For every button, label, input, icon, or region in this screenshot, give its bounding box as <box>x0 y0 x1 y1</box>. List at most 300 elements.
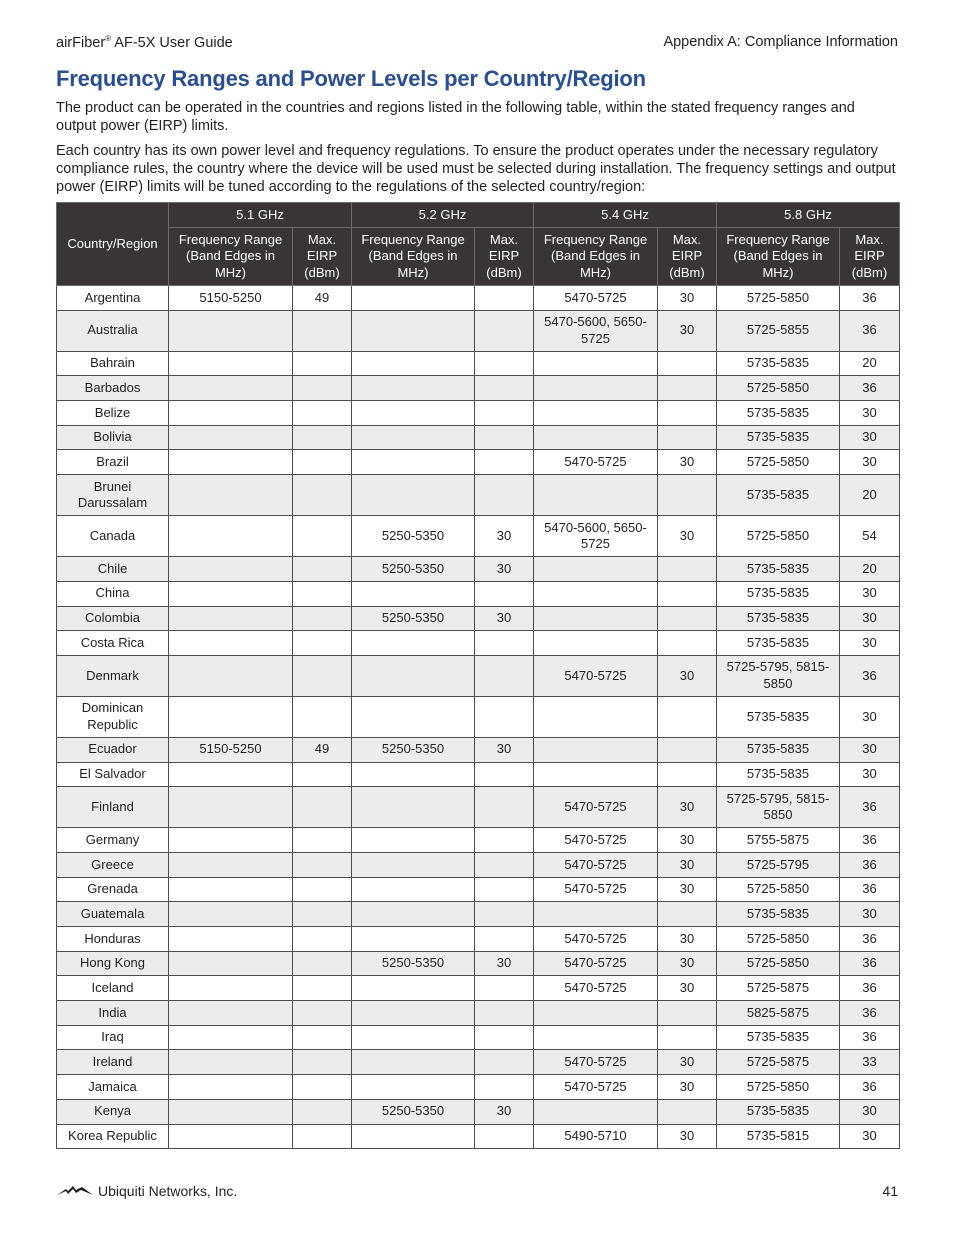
band-header-5-4: 5.4 GHz <box>534 203 717 228</box>
freq-5-2-cell: 5250-5350 <box>352 1099 475 1124</box>
country-cell: Canada <box>57 516 169 557</box>
country-cell: Korea Republic <box>57 1124 169 1149</box>
eirp-5-8-cell: 30 <box>840 450 900 475</box>
country-region-header: Country/Region <box>57 203 169 286</box>
freq-5-8-cell: 5725-5850 <box>717 516 840 557</box>
table-row <box>57 516 900 557</box>
eirp-5-8-cell: 20 <box>840 557 900 582</box>
eirp-5-1-cell <box>293 1001 352 1026</box>
eirp-5-2-cell <box>475 401 534 426</box>
freq-5-8-cell: 5725-5795, 5815-5850 <box>717 655 840 696</box>
table-row <box>57 1001 900 1026</box>
freq-5-8-cell: 5735-5835 <box>717 475 840 516</box>
freq-5-1-cell <box>169 1124 293 1149</box>
table-row <box>57 425 900 450</box>
freq-5-4-cell: 5470-5725 <box>534 927 658 952</box>
footer-company <box>56 1183 237 1199</box>
freq-5-8-cell: 5725-5850 <box>717 450 840 475</box>
eirp-5-2-cell <box>475 787 534 828</box>
eirp-5-2-cell <box>475 1075 534 1100</box>
country-cell: Honduras <box>57 927 169 952</box>
eirp-5-8-cell: 30 <box>840 1124 900 1149</box>
country-cell: Australia <box>57 310 169 351</box>
eirp-5-4-cell: 30 <box>658 951 717 976</box>
country-cell: Hong Kong <box>57 951 169 976</box>
country-cell: Guatemala <box>57 902 169 927</box>
eirp-5-2-cell <box>475 655 534 696</box>
table-row <box>57 927 900 952</box>
freq-5-4-cell: 5470-5725 <box>534 655 658 696</box>
freq-5-1-cell <box>169 927 293 952</box>
eirp-5-2-cell <box>475 1001 534 1026</box>
table-row <box>57 902 900 927</box>
freq-5-2-cell <box>352 351 475 376</box>
freq-5-8-cell: 5725-5850 <box>717 1075 840 1100</box>
country-cell: Bolivia <box>57 425 169 450</box>
product-name: airFiber <box>56 34 106 51</box>
freq-5-8-cell: 5755-5875 <box>717 828 840 853</box>
freq-5-2-cell <box>352 376 475 401</box>
table-row <box>57 376 900 401</box>
freq-5-8-cell: 5725-5850 <box>717 927 840 952</box>
freq-5-4-cell: 5470-5725 <box>534 1050 658 1075</box>
eirp-5-8-cell: 36 <box>840 828 900 853</box>
freq-5-4-cell: 5470-5725 <box>534 852 658 877</box>
eirp-5-2-cell <box>475 762 534 787</box>
eirp-5-8-cell: 36 <box>840 951 900 976</box>
eirp-5-8-cell: 30 <box>840 425 900 450</box>
freq-5-1-cell <box>169 976 293 1001</box>
eirp-5-1-cell <box>293 877 352 902</box>
freq-5-8-cell: 5735-5835 <box>717 581 840 606</box>
eirp-5-2-cell <box>475 631 534 656</box>
eirp-5-8-cell: 30 <box>840 902 900 927</box>
frequency-power-table <box>56 202 900 1149</box>
freq-5-2-cell <box>352 696 475 737</box>
freq-range-header: Frequency Range (Band Edges in MHz) <box>717 228 840 286</box>
freq-5-2-cell <box>352 828 475 853</box>
table-row <box>57 655 900 696</box>
max-eirp-header: Max. EIRP (dBm) <box>475 228 534 286</box>
eirp-5-1-cell <box>293 762 352 787</box>
freq-5-4-cell <box>534 696 658 737</box>
eirp-5-4-cell: 30 <box>658 1050 717 1075</box>
freq-5-1-cell <box>169 1001 293 1026</box>
country-cell: Argentina <box>57 286 169 311</box>
eirp-5-1-cell <box>293 828 352 853</box>
eirp-5-8-cell: 20 <box>840 351 900 376</box>
intro-paragraph: The product can be operated in the countries and regions listed in the following table, within the stated frequency ranges and output power (EIRP) limits. <box>56 100 855 134</box>
freq-5-4-cell: 5490-5710 <box>534 1124 658 1149</box>
eirp-5-8-cell: 36 <box>840 1075 900 1100</box>
eirp-5-8-cell: 36 <box>840 1025 900 1050</box>
freq-5-2-cell <box>352 787 475 828</box>
page-number: 41 <box>882 1183 898 1199</box>
eirp-5-8-cell: 36 <box>840 376 900 401</box>
eirp-5-4-cell <box>658 581 717 606</box>
freq-5-4-cell <box>534 557 658 582</box>
eirp-5-1-cell <box>293 351 352 376</box>
table-row <box>57 1099 900 1124</box>
freq-5-8-cell: 5725-5855 <box>717 310 840 351</box>
freq-5-8-cell: 5725-5850 <box>717 877 840 902</box>
eirp-5-2-cell: 30 <box>475 516 534 557</box>
eirp-5-8-cell: 36 <box>840 787 900 828</box>
freq-5-2-cell <box>352 425 475 450</box>
table-row <box>57 606 900 631</box>
freq-5-2-cell: 5250-5350 <box>352 516 475 557</box>
freq-5-4-cell <box>534 475 658 516</box>
table-row <box>57 1025 900 1050</box>
freq-5-1-cell <box>169 787 293 828</box>
running-header-section: Appendix A: Compliance Information <box>663 34 898 50</box>
freq-5-8-cell: 5725-5850 <box>717 951 840 976</box>
eirp-5-2-cell: 30 <box>475 1099 534 1124</box>
eirp-5-1-cell: 49 <box>293 286 352 311</box>
country-cell: Dominican Republic <box>57 696 169 737</box>
table-row <box>57 1050 900 1075</box>
freq-5-2-cell <box>352 1075 475 1100</box>
freq-5-8-cell: 5735-5835 <box>717 737 840 762</box>
eirp-5-8-cell: 36 <box>840 927 900 952</box>
freq-5-2-cell <box>352 1124 475 1149</box>
freq-5-8-cell: 5735-5835 <box>717 351 840 376</box>
freq-5-1-cell <box>169 557 293 582</box>
table-row <box>57 286 900 311</box>
eirp-5-2-cell <box>475 581 534 606</box>
freq-5-4-cell: 5470-5725 <box>534 951 658 976</box>
eirp-5-8-cell: 30 <box>840 1099 900 1124</box>
eirp-5-4-cell: 30 <box>658 877 717 902</box>
registered-mark: ® <box>105 34 112 43</box>
freq-5-4-cell <box>534 1001 658 1026</box>
freq-5-1-cell: 5150-5250 <box>169 737 293 762</box>
eirp-5-4-cell <box>658 425 717 450</box>
eirp-5-1-cell <box>293 1099 352 1124</box>
eirp-5-1-cell <box>293 631 352 656</box>
country-cell: Iceland <box>57 976 169 1001</box>
table-body <box>57 286 900 1149</box>
eirp-5-2-cell <box>475 696 534 737</box>
eirp-5-2-cell <box>475 450 534 475</box>
freq-5-4-cell <box>534 737 658 762</box>
eirp-5-1-cell <box>293 1050 352 1075</box>
eirp-5-4-cell <box>658 1025 717 1050</box>
freq-5-2-cell <box>352 852 475 877</box>
eirp-5-4-cell <box>658 557 717 582</box>
freq-5-4-cell <box>534 762 658 787</box>
freq-5-1-cell <box>169 606 293 631</box>
eirp-5-2-cell <box>475 1050 534 1075</box>
eirp-5-1-cell <box>293 852 352 877</box>
eirp-5-4-cell: 30 <box>658 1124 717 1149</box>
eirp-5-8-cell: 36 <box>840 286 900 311</box>
freq-5-1-cell <box>169 1025 293 1050</box>
freq-5-1-cell <box>169 450 293 475</box>
table-row <box>57 877 900 902</box>
freq-5-8-cell: 5825-5875 <box>717 1001 840 1026</box>
band-header-5-8: 5.8 GHz <box>717 203 900 228</box>
freq-5-1-cell <box>169 951 293 976</box>
freq-5-1-cell <box>169 762 293 787</box>
freq-5-4-cell <box>534 581 658 606</box>
country-cell: Jamaica <box>57 1075 169 1100</box>
table-row <box>57 581 900 606</box>
max-eirp-header: Max. EIRP (dBm) <box>840 228 900 286</box>
freq-5-2-cell <box>352 976 475 1001</box>
page-title: Frequency Ranges and Power Levels per Country/Region <box>56 66 646 91</box>
eirp-5-2-cell: 30 <box>475 606 534 631</box>
freq-5-2-cell <box>352 475 475 516</box>
freq-5-8-cell: 5735-5835 <box>717 902 840 927</box>
freq-5-1-cell <box>169 1050 293 1075</box>
eirp-5-2-cell <box>475 351 534 376</box>
eirp-5-4-cell <box>658 606 717 631</box>
eirp-5-8-cell: 36 <box>840 852 900 877</box>
freq-5-8-cell: 5725-5795, 5815-5850 <box>717 787 840 828</box>
freq-5-2-cell: 5250-5350 <box>352 606 475 631</box>
eirp-5-2-cell <box>475 902 534 927</box>
freq-5-1-cell <box>169 351 293 376</box>
eirp-5-8-cell: 30 <box>840 762 900 787</box>
eirp-5-1-cell <box>293 310 352 351</box>
freq-5-4-cell: 5470-5725 <box>534 787 658 828</box>
eirp-5-4-cell <box>658 762 717 787</box>
freq-5-1-cell <box>169 475 293 516</box>
eirp-5-8-cell: 36 <box>840 976 900 1001</box>
freq-5-8-cell: 5735-5815 <box>717 1124 840 1149</box>
table-row <box>57 631 900 656</box>
table-row <box>57 787 900 828</box>
eirp-5-1-cell <box>293 696 352 737</box>
eirp-5-2-cell <box>475 877 534 902</box>
freq-5-1-cell <box>169 1075 293 1100</box>
eirp-5-2-cell <box>475 425 534 450</box>
eirp-5-8-cell: 33 <box>840 1050 900 1075</box>
freq-5-2-cell <box>352 927 475 952</box>
freq-5-2-cell <box>352 877 475 902</box>
eirp-5-4-cell: 30 <box>658 286 717 311</box>
freq-5-4-cell <box>534 631 658 656</box>
freq-range-header: Frequency Range (Band Edges in MHz) <box>534 228 658 286</box>
eirp-5-4-cell: 30 <box>658 852 717 877</box>
eirp-5-8-cell: 54 <box>840 516 900 557</box>
freq-5-2-cell: 5250-5350 <box>352 737 475 762</box>
eirp-5-2-cell <box>475 286 534 311</box>
country-cell: Chile <box>57 557 169 582</box>
table-row <box>57 1124 900 1149</box>
table-row <box>57 475 900 516</box>
eirp-5-2-cell <box>475 976 534 1001</box>
freq-5-8-cell: 5725-5850 <box>717 286 840 311</box>
eirp-5-4-cell <box>658 1099 717 1124</box>
eirp-5-1-cell <box>293 655 352 696</box>
product-suffix: AF-5X User Guide <box>111 34 233 51</box>
eirp-5-8-cell: 36 <box>840 655 900 696</box>
country-cell: Belize <box>57 401 169 426</box>
freq-5-1-cell <box>169 376 293 401</box>
eirp-5-4-cell: 30 <box>658 310 717 351</box>
eirp-5-2-cell <box>475 1124 534 1149</box>
eirp-5-4-cell <box>658 631 717 656</box>
freq-5-2-cell <box>352 655 475 696</box>
eirp-5-2-cell <box>475 1025 534 1050</box>
country-cell: Costa Rica <box>57 631 169 656</box>
running-header-title <box>56 34 233 51</box>
eirp-5-4-cell <box>658 376 717 401</box>
country-cell: Finland <box>57 787 169 828</box>
freq-5-4-cell: 5470-5725 <box>534 1075 658 1100</box>
country-cell: Ireland <box>57 1050 169 1075</box>
freq-5-2-cell <box>352 631 475 656</box>
eirp-5-1-cell <box>293 376 352 401</box>
freq-5-2-cell <box>352 286 475 311</box>
freq-5-8-cell: 5735-5835 <box>717 631 840 656</box>
freq-5-1-cell <box>169 1099 293 1124</box>
eirp-5-2-cell <box>475 927 534 952</box>
eirp-5-8-cell: 36 <box>840 1001 900 1026</box>
eirp-5-8-cell: 20 <box>840 475 900 516</box>
freq-5-2-cell <box>352 310 475 351</box>
country-cell: El Salvador <box>57 762 169 787</box>
freq-5-8-cell: 5735-5835 <box>717 401 840 426</box>
table-row <box>57 737 900 762</box>
eirp-5-8-cell: 30 <box>840 606 900 631</box>
eirp-5-8-cell: 30 <box>840 696 900 737</box>
eirp-5-2-cell: 30 <box>475 737 534 762</box>
country-cell: Germany <box>57 828 169 853</box>
eirp-5-1-cell <box>293 557 352 582</box>
max-eirp-header: Max. EIRP (dBm) <box>293 228 352 286</box>
freq-5-4-cell <box>534 606 658 631</box>
freq-5-4-cell <box>534 1099 658 1124</box>
max-eirp-header: Max. EIRP (dBm) <box>658 228 717 286</box>
freq-5-8-cell: 5725-5875 <box>717 976 840 1001</box>
eirp-5-8-cell: 36 <box>840 310 900 351</box>
eirp-5-4-cell <box>658 475 717 516</box>
freq-5-8-cell: 5725-5875 <box>717 1050 840 1075</box>
freq-5-4-cell <box>534 425 658 450</box>
eirp-5-2-cell: 30 <box>475 951 534 976</box>
country-cell: Grenada <box>57 877 169 902</box>
eirp-5-1-cell <box>293 450 352 475</box>
eirp-5-4-cell: 30 <box>658 450 717 475</box>
freq-5-4-cell <box>534 1025 658 1050</box>
eirp-5-2-cell <box>475 828 534 853</box>
eirp-5-2-cell: 30 <box>475 557 534 582</box>
freq-5-1-cell <box>169 310 293 351</box>
table-row <box>57 828 900 853</box>
country-cell: Ecuador <box>57 737 169 762</box>
eirp-5-1-cell <box>293 927 352 952</box>
table-row <box>57 401 900 426</box>
eirp-5-1-cell <box>293 1025 352 1050</box>
freq-5-8-cell: 5735-5835 <box>717 606 840 631</box>
regulation-paragraph: Each country has its own power level and frequency regulations. To ensure the product operates under the necessary regulatory compliance rules, the country where the device will be used must be selected during installation. The frequency settings and output power (EIRP) limits will be tuned according to the regulations of the selected country/region: <box>56 143 896 195</box>
freq-5-4-cell: 5470-5600, 5650-5725 <box>534 310 658 351</box>
freq-range-header: Frequency Range (Band Edges in MHz) <box>169 228 293 286</box>
country-cell: Barbados <box>57 376 169 401</box>
freq-5-2-cell <box>352 1001 475 1026</box>
freq-5-2-cell: 5250-5350 <box>352 557 475 582</box>
company-name: Ubiquiti Networks, Inc. <box>98 1183 238 1199</box>
freq-range-header: Frequency Range (Band Edges in MHz) <box>352 228 475 286</box>
freq-5-2-cell: 5250-5350 <box>352 951 475 976</box>
eirp-5-4-cell <box>658 737 717 762</box>
freq-5-1-cell <box>169 828 293 853</box>
freq-5-4-cell: 5470-5725 <box>534 450 658 475</box>
eirp-5-1-cell <box>293 606 352 631</box>
country-cell: Greece <box>57 852 169 877</box>
freq-5-1-cell: 5150-5250 <box>169 286 293 311</box>
freq-5-8-cell: 5735-5835 <box>717 557 840 582</box>
country-cell: Colombia <box>57 606 169 631</box>
freq-5-2-cell <box>352 1050 475 1075</box>
freq-5-8-cell: 5735-5835 <box>717 762 840 787</box>
eirp-5-8-cell: 36 <box>840 877 900 902</box>
freq-5-2-cell <box>352 401 475 426</box>
country-cell: China <box>57 581 169 606</box>
table-row <box>57 310 900 351</box>
table-row <box>57 696 900 737</box>
freq-5-4-cell <box>534 376 658 401</box>
eirp-5-4-cell <box>658 696 717 737</box>
freq-5-1-cell <box>169 581 293 606</box>
eirp-5-4-cell: 30 <box>658 655 717 696</box>
freq-5-2-cell <box>352 762 475 787</box>
eirp-5-8-cell: 30 <box>840 581 900 606</box>
freq-5-4-cell: 5470-5725 <box>534 976 658 1001</box>
eirp-5-1-cell <box>293 1124 352 1149</box>
eirp-5-1-cell <box>293 902 352 927</box>
table-row <box>57 762 900 787</box>
table-row <box>57 951 900 976</box>
table-row <box>57 976 900 1001</box>
freq-5-2-cell <box>352 1025 475 1050</box>
eirp-5-1-cell <box>293 401 352 426</box>
ubiquiti-logo-icon <box>56 1185 94 1197</box>
freq-5-1-cell <box>169 877 293 902</box>
eirp-5-4-cell: 30 <box>658 976 717 1001</box>
freq-5-8-cell: 5735-5835 <box>717 696 840 737</box>
freq-5-2-cell <box>352 450 475 475</box>
table-row <box>57 351 900 376</box>
freq-5-1-cell <box>169 631 293 656</box>
country-cell: Denmark <box>57 655 169 696</box>
table-row <box>57 557 900 582</box>
eirp-5-1-cell <box>293 951 352 976</box>
freq-5-4-cell <box>534 351 658 376</box>
freq-5-1-cell <box>169 401 293 426</box>
freq-5-4-cell: 5470-5725 <box>534 828 658 853</box>
eirp-5-2-cell <box>475 475 534 516</box>
eirp-5-1-cell <box>293 516 352 557</box>
country-cell: India <box>57 1001 169 1026</box>
freq-5-1-cell <box>169 425 293 450</box>
eirp-5-1-cell <box>293 425 352 450</box>
eirp-5-1-cell <box>293 581 352 606</box>
eirp-5-4-cell <box>658 351 717 376</box>
band-header-5-2: 5.2 GHz <box>352 203 534 228</box>
freq-5-1-cell <box>169 902 293 927</box>
eirp-5-4-cell <box>658 401 717 426</box>
table-row <box>57 852 900 877</box>
band-header-5-1: 5.1 GHz <box>169 203 352 228</box>
country-cell: Kenya <box>57 1099 169 1124</box>
eirp-5-1-cell <box>293 976 352 1001</box>
country-cell: Brazil <box>57 450 169 475</box>
freq-5-1-cell <box>169 852 293 877</box>
